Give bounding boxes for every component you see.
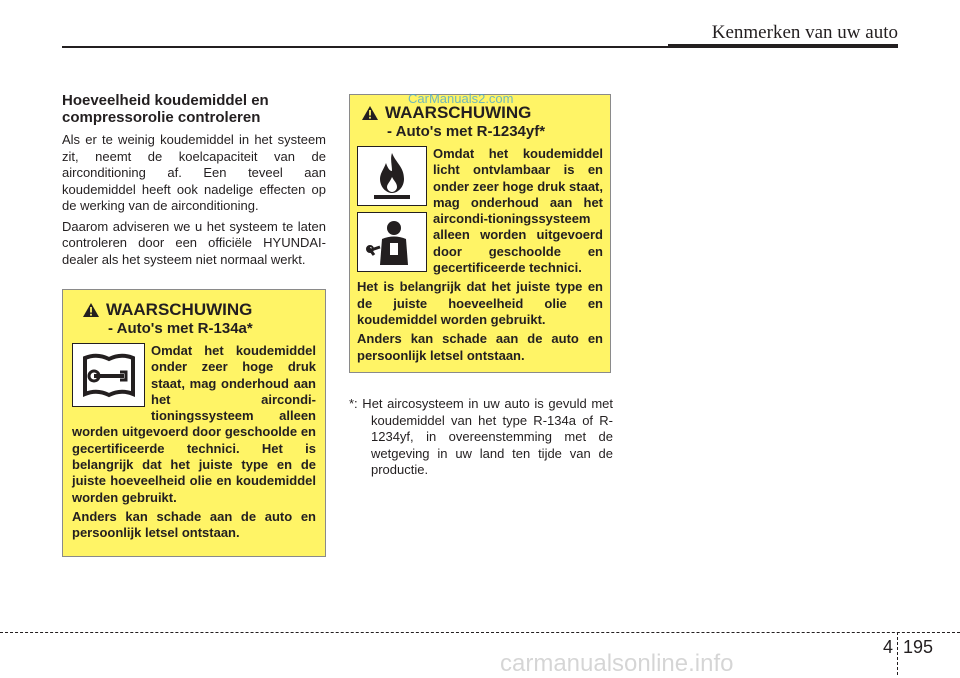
footer-divider [897, 632, 898, 675]
warning-box-r1234yf [349, 94, 611, 373]
warning-text-2: Het is belangrijk dat het juiste type en de juiste hoeveelheid olie en koudemiddel worden gebruikt. [357, 279, 603, 327]
warning-triangle-icon [82, 302, 100, 318]
running-header-title: Kenmerken van uw auto [711, 22, 898, 43]
header-rule [62, 46, 898, 48]
section-title: Hoeveelheid koudemiddel en compressorolie controleren [62, 92, 269, 126]
warning-triangle-icon [361, 105, 379, 121]
warning-heading: WAARSCHUWING [385, 103, 532, 122]
technician-icon [357, 212, 427, 272]
warning-heading-row [72, 300, 316, 319]
footer-rule [0, 632, 960, 633]
flame-icon [357, 146, 427, 206]
site-watermark-top: CarManuals2.com [408, 91, 514, 106]
warning-subheading: - Auto's met R-1234yf* [387, 123, 546, 140]
chapter-number: 4 [882, 637, 893, 657]
warning-subheading: - Auto's met R-134a* [108, 320, 253, 337]
page-number: 195 [903, 637, 934, 657]
warning-text-2: Anders kan schade aan de auto en persoonlijk letsel ontstaan. [72, 508, 316, 541]
warning-text-1: Omdat het koudemiddel onder zeer hoge druk staat, mag onderhoud aan het aircondi-tioningssysteem alleen worden uitgevoerd door geschoolde en gecertificeerde technici. Het is belangrijk dat het juiste type en de juiste hoeveelheid olie en koudemiddel worden gebruikt. [72, 343, 316, 505]
warning-heading: WAARSCHUWING [106, 300, 253, 319]
left-column [62, 92, 326, 272]
warning-text-1: Omdat het koudemiddel licht ontvlambaar is en onder zeer hoge druk staat, mag onderhoud aan het aircondi-tioningssysteem alleen worden uitgevoerd door geschoolde en gecertificeerde technici. [433, 146, 603, 276]
footnote: *: Het aircosysteem in uw auto is gevuld met koudemiddel van het type R-134a of R- 1234yf, in overeenstemming met de wetgeving in uw land ten tijde van de productie. [349, 396, 613, 477]
warning-box-r134a [62, 289, 326, 557]
warning-text-3: Anders kan schade aan de auto en persoonlijk letsel ontstaan. [357, 331, 603, 363]
body-paragraph-2: Daarom adviseren we u het systeem te laten controleren door een officiële HYUNDAI-dealer als het systeem niet normaal werkt. [62, 218, 326, 267]
site-watermark-bottom: carmanualsonline.info [500, 650, 734, 677]
wrench-manual-icon [72, 343, 145, 407]
body-paragraph-1: Als er te weinig koudemiddel in het systeem zit, neemt de koelcapaciteit van de airconditioning af. Een teveel aan koudemiddel heeft ook nadelige effecten op de werking van de airconditioning. [62, 132, 326, 213]
